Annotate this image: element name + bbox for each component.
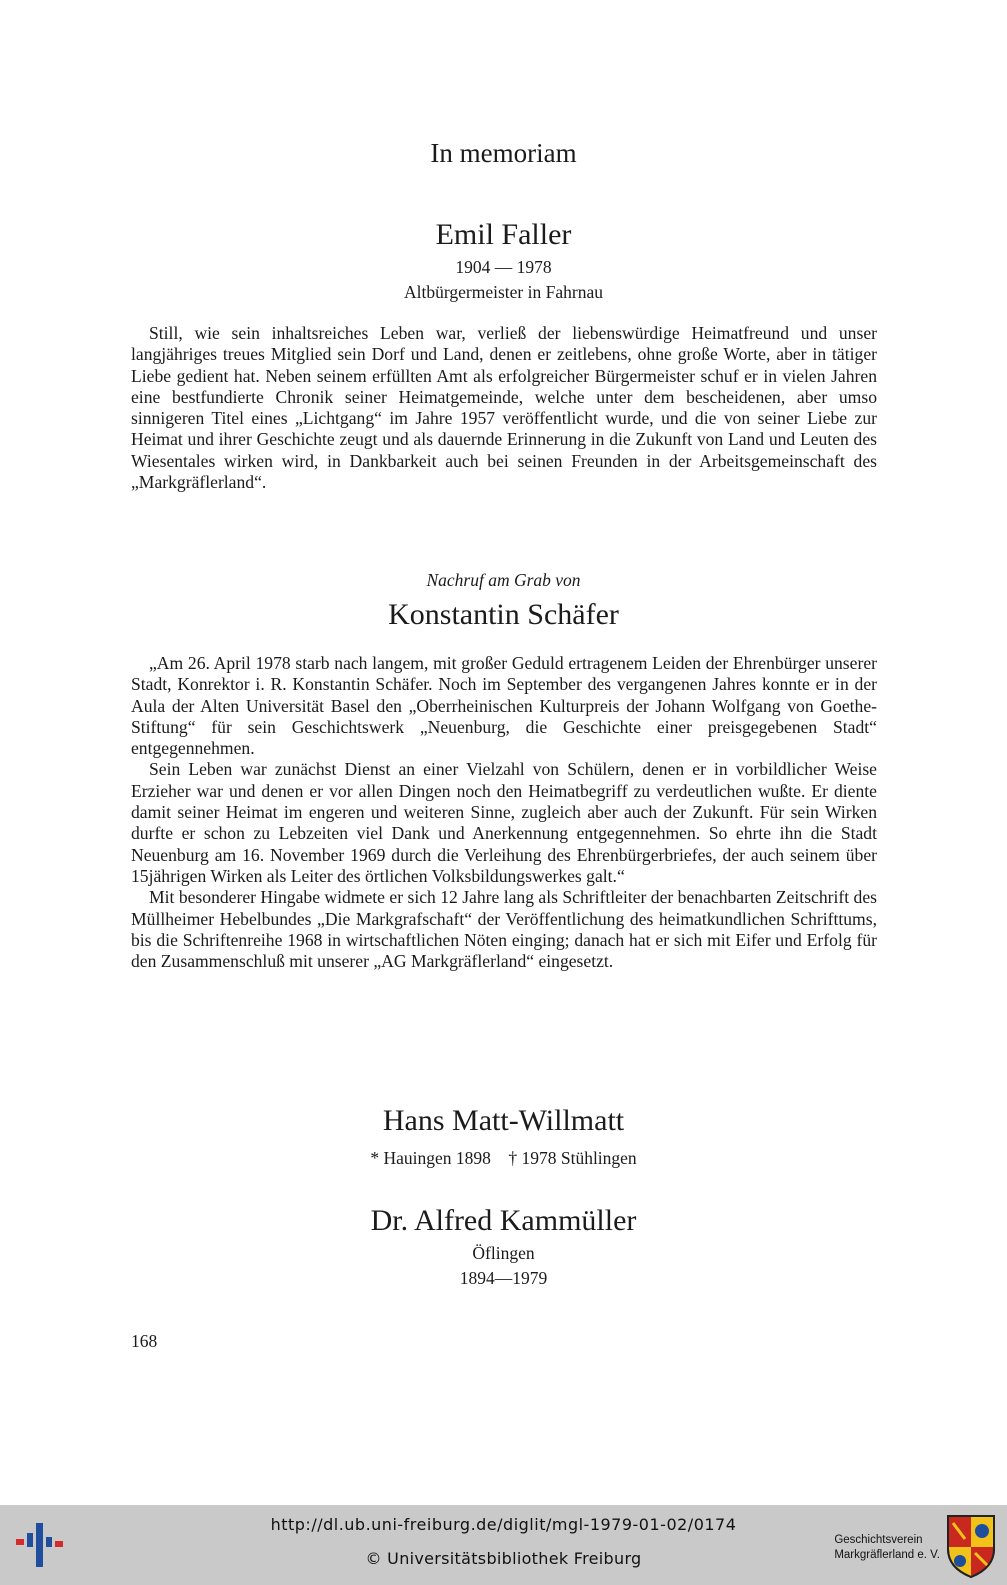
page-heading: In memoriam — [430, 138, 577, 168]
paragraph: Mit besonderer Hingabe widmete er sich 12 Jahre lang als Schriftleiter der benachbarten Zeitschrift des Müllheimer Hebelbundes „Die Markgrafschaft“ der Veröffentlichung des heimatkundlichen Schrifttums, bis die Schriftenreihe 1968 in wirtschaftlichen Nöten einging; danach hat er sich mit Eifer und Erfolg für den Zusammenschluß mit unserer „AG Markgräflerland“ eingesetzt. — [131, 887, 877, 972]
obituary-place: Öflingen — [472, 1243, 535, 1263]
organization-line-1: Geschichtsverein — [834, 1534, 923, 1546]
organization-line-2: Markgräflerland e. V. — [834, 1549, 940, 1561]
paragraph: Sein Leben war zunächst Dienst an einer Vielzahl von Schülern, denen er in vorbildlicher Weise Erzieher war und denen er vor allen Dingen noch den Heimatbegriff zu verdeutlichen wußte. Er diente damit seiner Heimat im engeren und weiteren Sinne, zugleich aber auch der Zukunft. Für sein Wirken durfte er schon zu Lebzeiten viel Dank und Anerkennung entgegennehmen. So ehrte ihn die Stadt Neuenburg am 16. November 1969 durch die Verleihung des Ehrenbürgerbriefes, der auch seinem über 15jährigen Wirken als Leiter des örtlichen Volksbildungswerkes galt.“ — [131, 759, 877, 886]
paragraph: Still, wie sein inhaltsreiches Leben war, verließ der liebenswürdige Heimatfreund und unser langjähriges treues Mitglied sein Dorf und Land, denen er zeitlebens, ohne große Worte, aber in tätiger Liebe gedient hat. Neben seinem erfüllten Amt als erfolgreicher Bürgermeister schuf er in vielen Jahren eine bestfundierte Chronik seiner Heimatgemeinde, welche unter dem bescheidenen, aber umso sinnigeren Titel eines „Lichtgang“ im Jahre 1957 veröffentlicht wurde, und die von seiner Liebe zur Heimat und ihrer Geschichte zeugt und als dauernde Erinnerung in die Zukunft von Land und Leuten des Wiesentales wirken wird, in Dankbarkeit auch bei seinen Freunden in der Arbeitsgemeinschaft des „Markgräflerland“. — [131, 323, 877, 493]
obituary-name-alfred-kammueller: Dr. Alfred Kammüller — [370, 1204, 637, 1237]
organization-name — [834, 1533, 940, 1563]
obituary-dates: * Hauingen 1898 † 1978 Stühlingen — [370, 1148, 637, 1168]
obituary-name-emil-faller: Emil Faller — [435, 218, 572, 251]
page-number: 168 — [131, 1331, 158, 1351]
copyright-notice: © Universitätsbibliothek Freiburg — [365, 1549, 642, 1568]
eulogy-intro: Nachruf am Grab von — [426, 570, 581, 590]
obituary-text-konstantin-schaefer — [131, 653, 877, 972]
paragraph: „Am 26. April 1978 starb nach langem, mit großer Geduld ertragenem Leiden der Ehrenbürger unserer Stadt, Konrektor i. R. Konstantin Schäfer. Noch im September des vergangenen Jahres konnte er in der Aula der Alten Universität Basel den „Oberrheinischen Kulturpreis der Johann Wolfgang von Goethe-Stiftung“ für sein Geschichtswerk „Neuenburg, die Geschichte einer preisgegebenen Stadt“ entgegennehmen. — [131, 653, 877, 759]
obituary-role: Altbürgermeister in Fahrnau — [404, 282, 603, 302]
coat-of-arms-icon[interactable] — [945, 1513, 997, 1579]
obituary-name-konstantin-schaefer: Konstantin Schäfer — [388, 598, 619, 631]
obituary-years: 1894—1979 — [459, 1268, 548, 1288]
obituary-text-emil-faller — [131, 323, 877, 493]
footer-bar — [0, 1505, 1007, 1585]
obituary-name-hans-matt-willmatt: Hans Matt-Willmatt — [382, 1104, 625, 1137]
obituary-years: 1904 — 1978 — [455, 257, 552, 277]
source-url-link[interactable]: http://dl.ub.uni-freiburg.de/diglit/mgl-1979-01-02/0174 — [270, 1515, 737, 1534]
